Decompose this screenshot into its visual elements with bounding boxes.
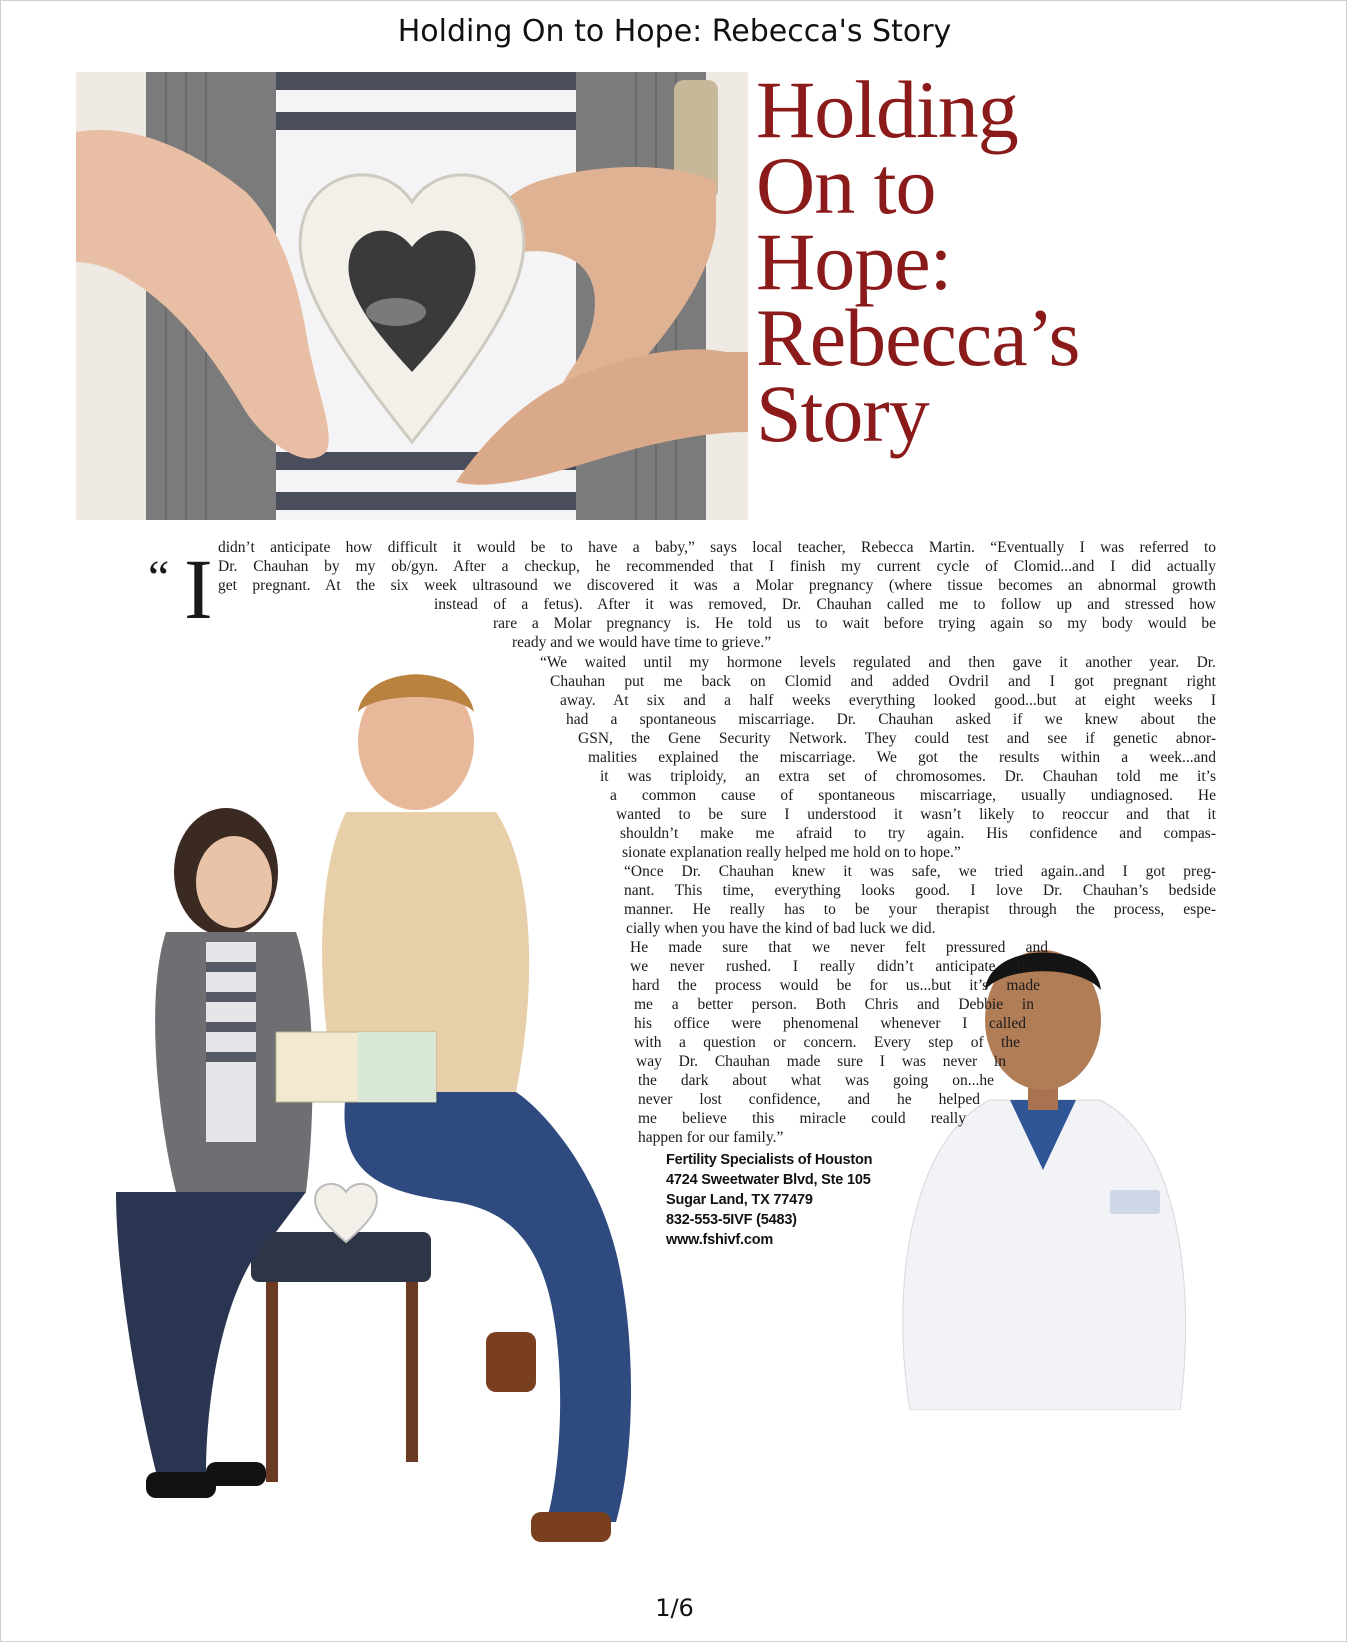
headline-line-5: Story [756,368,929,459]
clinic-website: www.fshivf.com [666,1232,774,1248]
article-line: we never rushed. I really didn’t anticipate how [630,958,1044,975]
article-line: had a spontaneous miscarriage. Dr. Chauhan asked if we knew about the [566,711,1216,728]
article-line: ready and we would have time to grieve.” [512,634,772,651]
article-line: instead of a fetus). After it was removed, Dr. Chauhan called me to follow up and stressed how [434,596,1216,613]
article-line: He made sure that we never felt pressured and [630,939,1048,956]
headline-line-1: Holding [756,72,1018,155]
drop-cap: I [184,541,213,637]
article-line: away. At six and a half weeks everything looked good...but at eight weeks I [560,692,1216,709]
article-line: way Dr. Chauhan made sure I was never in [636,1053,1006,1070]
article-line: it was triploidy, an extra set of chromosomes. Dr. Chauhan told me it’s [600,768,1216,785]
article-line: with a question or concern. Every step of the [634,1034,1020,1051]
article-body [76,72,1274,1560]
clinic-contact-block [666,1150,872,1250]
article-line: Dr. Chauhan by my ob/gyn. After a checkup, he recommended that I finish my current cycle of Clomid...and I did actually [218,558,1216,575]
article-line: hard the process would be for us...but it’s made [632,977,1040,994]
article-line: “We waited until my hormone levels regulated and then gave it another year. Dr. [540,654,1216,671]
article-line: shouldn’t make me afraid to try again. His confidence and compas- [620,825,1216,842]
article-line: didn’t anticipate how difficult it would be to have a baby,” says local teacher, Rebecca Martin. “Eventually I was referred to [218,539,1216,556]
page-indicator: 1/6 [655,1594,694,1622]
article-line: happen for our family.” [638,1129,784,1146]
article-line: GSN, the Gene Security Network. They could test and see if genetic abnor- [578,730,1216,747]
article-line: his office were phenomenal whenever I called [634,1015,1026,1032]
article-line: cially when you have the kind of bad luck we did. [626,920,936,937]
article-line: malities explained the miscarriage. We got the results within a week...and [588,749,1216,766]
headline-line-3: Hope: [756,216,952,307]
headline-line-2: On to [756,140,936,231]
clinic-address-line-1: 4724 Sweetwater Blvd, Ste 105 [666,1172,871,1188]
article-line: “Once Dr. Chauhan knew it was safe, we tried again..and I got preg- [624,863,1216,880]
document-title: Holding On to Hope: Rebecca's Story [397,14,952,49]
article-line: the dark about what was going on...he [638,1072,994,1089]
article-line: me a better person. Both Chris and Debbie in [634,996,1034,1013]
article-line: wanted to be sure I understood it wasn’t likely to reoccur and that it [616,806,1216,823]
opening-quote-mark: “ [148,551,170,604]
article-line: nant. This time, everything looks good. I love Dr. Chauhan’s bedside [624,882,1216,899]
article-line: never lost confidence, and he helped [638,1091,980,1108]
article-line: Chauhan put me back on Clomid and added Ovdril and I got pregnant right [550,673,1216,690]
article-line: me believe this miracle could really [638,1110,966,1127]
article-line: get pregnant. At the six week ultrasound we discovered it was a Molar pregnancy (where tissue becomes an abnormal growth [218,577,1216,594]
article-line: sionate explanation really helped me hold on to hope.” [622,844,961,861]
clinic-phone: 832-553-5IVF (5483) [666,1212,797,1228]
headline-line-4: Rebecca’s [756,292,1080,383]
document-page[interactable] [76,72,1274,1560]
clinic-name: Fertility Specialists of Houston [666,1152,873,1168]
article-line: manner. He really has to be your therapist through the process, espe- [624,901,1216,918]
article-line: rare a Molar pregnancy is. He told us to wait before trying again so my body would be [493,615,1216,632]
clinic-address-line-2: Sugar Land, TX 77479 [666,1192,813,1208]
article-line: a common cause of spontaneous miscarriage, usually undiagnosed. He [610,787,1216,804]
